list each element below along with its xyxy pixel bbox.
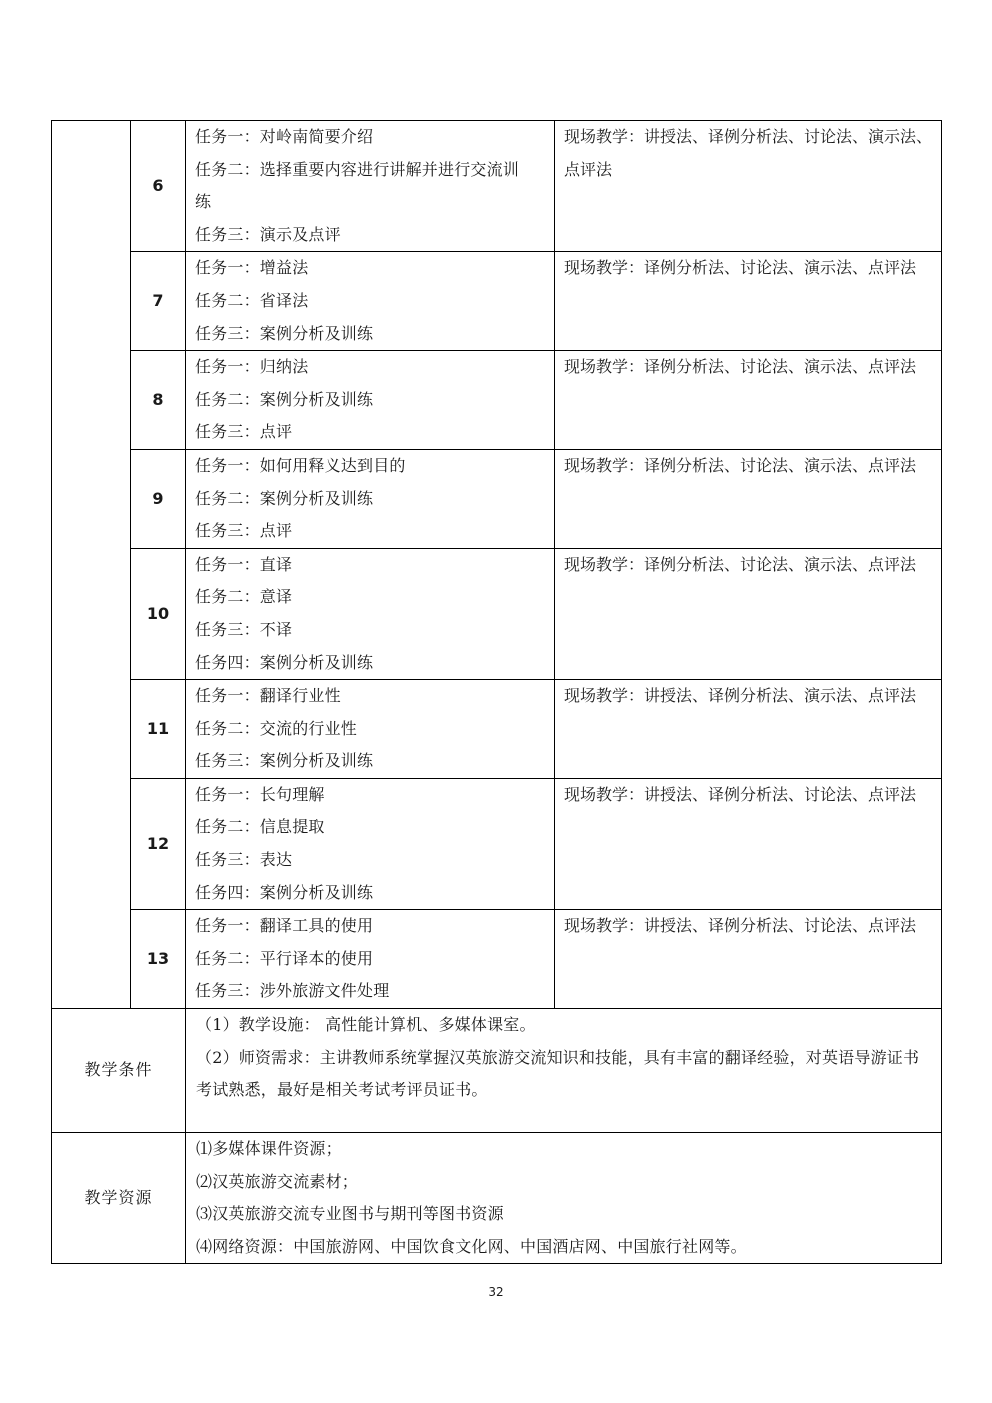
teaching-method-cell: 现场教学：讲授法、译例分析法、讨论法、点评法 <box>555 778 942 909</box>
task-line: 任务二：意译 <box>195 587 293 607</box>
task-line: 任务三：案例分析及训练 <box>195 751 374 771</box>
row-number: 7 <box>131 252 186 351</box>
task-list-cell <box>186 252 555 351</box>
task-line: 任务三：案例分析及训练 <box>195 323 374 343</box>
table-row <box>52 680 942 779</box>
resource-item: ⑷网络资源：中国旅游网、中国饮食文化网、中国酒店网、中国旅行社网等。 <box>196 1236 747 1256</box>
task-line: 任务二：省译法 <box>195 290 309 310</box>
row-number: 8 <box>131 351 186 450</box>
table-row <box>52 121 942 252</box>
teaching-plan-table <box>51 120 942 1264</box>
row-number: 11 <box>131 680 186 779</box>
task-line: 练 <box>195 192 212 212</box>
task-line: 任务四：案例分析及训练 <box>195 882 374 902</box>
task-line: 任务三：表达 <box>195 850 293 870</box>
row-number: 10 <box>131 548 186 679</box>
table-row <box>52 449 942 548</box>
teaching-conditions-label: 教学条件 <box>52 1009 186 1133</box>
teaching-resources-label: 教学资源 <box>52 1133 186 1264</box>
teaching-method-cell: 现场教学：讲授法、译例分析法、讨论法、演示法、点评法 <box>555 121 942 252</box>
task-line: 任务一：增益法 <box>195 258 309 278</box>
task-list-cell <box>186 680 555 779</box>
row-number: 13 <box>131 910 186 1009</box>
task-list-cell <box>186 778 555 909</box>
table-row <box>52 778 942 909</box>
task-line: 任务一：如何用释义达到目的 <box>195 455 406 475</box>
task-list-cell <box>186 449 555 548</box>
task-list-cell <box>186 910 555 1009</box>
resource-item: ⑶汉英旅游交流专业图书与期刊等图书资源 <box>196 1204 504 1224</box>
teaching-method-cell: 现场教学：讲授法、译例分析法、演示法、点评法 <box>555 680 942 779</box>
teaching-resources-row <box>52 1133 942 1264</box>
teaching-method-cell: 现场教学：译例分析法、讨论法、演示法、点评法 <box>555 351 942 450</box>
teaching-method-cell: 现场教学：讲授法、译例分析法、讨论法、点评法 <box>555 910 942 1009</box>
teaching-method-cell: 现场教学：译例分析法、讨论法、演示法、点评法 <box>555 548 942 679</box>
task-line: 任务二：交流的行业性 <box>195 718 358 738</box>
task-line: 任务三：点评 <box>195 422 293 442</box>
task-line: 任务三：涉外旅游文件处理 <box>195 981 390 1001</box>
task-line: 任务二：案例分析及训练 <box>195 389 374 409</box>
table-row <box>52 351 942 450</box>
task-line: 任务二：平行译本的使用 <box>195 948 374 968</box>
task-line: 任务二：信息提取 <box>195 817 325 837</box>
resource-item: ⑴多媒体课件资源； <box>196 1139 342 1159</box>
task-line: 任务一：翻译工具的使用 <box>195 916 374 936</box>
task-list-cell <box>186 351 555 450</box>
task-line: 任务一：对岭南简要介绍 <box>195 127 374 146</box>
task-list-cell <box>186 121 555 252</box>
table-row <box>52 252 942 351</box>
merged-category-cell <box>52 121 131 1009</box>
row-number: 6 <box>131 121 186 252</box>
task-line: 任务四：案例分析及训练 <box>195 652 374 672</box>
teaching-resources-cell <box>186 1133 942 1264</box>
task-line: 任务三：不译 <box>195 619 293 639</box>
task-line: 任务一：翻译行业性 <box>195 686 341 706</box>
task-line: 任务一：长句理解 <box>195 784 325 804</box>
row-number: 9 <box>131 449 186 548</box>
task-line: 任务一：归纳法 <box>195 357 309 377</box>
task-line: 任务一：直译 <box>195 554 293 574</box>
row-number: 12 <box>131 778 186 909</box>
facilities-line: （1）教学设施： 高性能计算机、多媒体课室。 <box>196 1015 536 1035</box>
task-list-cell <box>186 548 555 679</box>
teaching-conditions-cell <box>186 1009 942 1133</box>
table-row <box>52 910 942 1009</box>
resource-item: ⑵汉英旅游交流素材； <box>196 1171 359 1191</box>
page-number: 32 <box>488 1285 504 1299</box>
teaching-conditions-row <box>52 1009 942 1133</box>
task-line: 任务二：选择重要内容进行讲解并进行交流训 <box>195 159 520 179</box>
staffing-line: （2）师资需求：主讲教师系统掌握汉英旅游交流知识和技能，具有丰富的翻译经验，对英语导游证书考试熟悉，最好是相关考试考评员证书。 <box>196 1047 920 1100</box>
task-line: 任务三：演示及点评 <box>195 224 341 244</box>
teaching-method-cell: 现场教学：译例分析法、讨论法、演示法、点评法 <box>555 449 942 548</box>
table-row <box>52 548 942 679</box>
teaching-method-cell: 现场教学：译例分析法、讨论法、演示法、点评法 <box>555 252 942 351</box>
task-line: 任务二：案例分析及训练 <box>195 488 374 508</box>
task-line: 任务三：点评 <box>195 521 293 541</box>
